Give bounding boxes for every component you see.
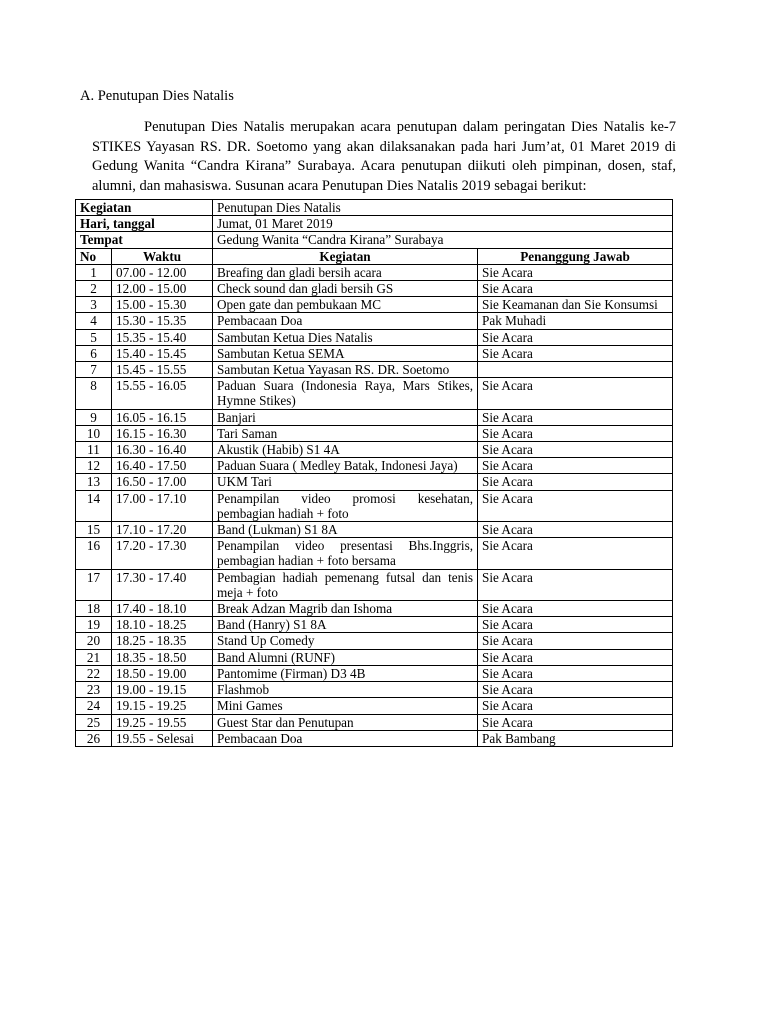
table-row: [76, 297, 673, 313]
row-time: 15.55 - 16.05: [112, 378, 213, 409]
row-time: 16.50 - 17.00: [112, 474, 213, 490]
schedule-table: [75, 199, 673, 747]
row-number: 4: [76, 313, 112, 329]
row-activity: UKM Tari: [213, 474, 478, 490]
row-number: 17: [76, 569, 112, 600]
row-person-in-charge: Sie Acara: [478, 409, 673, 425]
row-person-in-charge: Sie Keamanan dan Sie Konsumsi: [478, 297, 673, 313]
table-row: [76, 649, 673, 665]
row-activity: Tari Saman: [213, 425, 478, 441]
info-row-kegiatan: [76, 200, 673, 216]
kegiatan-value: Penutupan Dies Natalis: [213, 200, 673, 216]
table-row: [76, 617, 673, 633]
row-activity: Mini Games: [213, 698, 478, 714]
table-row: [76, 714, 673, 730]
row-number: 10: [76, 425, 112, 441]
table-row: [76, 490, 673, 521]
row-person-in-charge: Pak Bambang: [478, 730, 673, 746]
row-number: 25: [76, 714, 112, 730]
row-time: 15.00 - 15.30: [112, 297, 213, 313]
table-row: [76, 442, 673, 458]
row-person-in-charge: Sie Acara: [478, 522, 673, 538]
row-number: 20: [76, 633, 112, 649]
row-number: 11: [76, 442, 112, 458]
row-activity: Band (Lukman) S1 8A: [213, 522, 478, 538]
row-person-in-charge: Sie Acara: [478, 569, 673, 600]
row-activity: Check sound dan gladi bersih GS: [213, 281, 478, 297]
row-activity: Sambutan Ketua SEMA: [213, 345, 478, 361]
row-person-in-charge: Sie Acara: [478, 474, 673, 490]
row-time: 15.40 - 15.45: [112, 345, 213, 361]
row-time: 18.50 - 19.00: [112, 665, 213, 681]
row-time: 18.35 - 18.50: [112, 649, 213, 665]
row-number: 7: [76, 362, 112, 378]
table-row: [76, 264, 673, 280]
row-person-in-charge: Sie Acara: [478, 665, 673, 681]
row-person-in-charge: Sie Acara: [478, 601, 673, 617]
hari-value: Jumat, 01 Maret 2019: [213, 216, 673, 232]
column-header-no: No: [76, 248, 112, 264]
info-row-tempat: [76, 232, 673, 248]
table-row: [76, 409, 673, 425]
row-activity: Pembacaan Doa: [213, 313, 478, 329]
row-person-in-charge: Sie Acara: [478, 714, 673, 730]
row-person-in-charge: Sie Acara: [478, 281, 673, 297]
row-activity: Pantomime (Firman) D3 4B: [213, 665, 478, 681]
row-activity: Pembagian hadiah pemenang futsal dan tenis meja + foto: [213, 569, 478, 600]
row-time: 17.30 - 17.40: [112, 569, 213, 600]
row-person-in-charge: Sie Acara: [478, 378, 673, 409]
row-time: 15.45 - 15.55: [112, 362, 213, 378]
row-time: 18.10 - 18.25: [112, 617, 213, 633]
row-activity: Break Adzan Magrib dan Ishoma: [213, 601, 478, 617]
row-person-in-charge: [478, 362, 673, 378]
row-activity: Breafing dan gladi bersih acara: [213, 264, 478, 280]
row-person-in-charge: Sie Acara: [478, 538, 673, 569]
row-activity: Pembacaan Doa: [213, 730, 478, 746]
row-person-in-charge: Sie Acara: [478, 442, 673, 458]
row-number: 3: [76, 297, 112, 313]
column-header-penanggung-jawab: Penanggung Jawab: [478, 248, 673, 264]
row-time: 12.00 - 15.00: [112, 281, 213, 297]
table-row: [76, 522, 673, 538]
row-number: 5: [76, 329, 112, 345]
row-person-in-charge: Sie Acara: [478, 649, 673, 665]
row-number: 12: [76, 458, 112, 474]
row-number: 14: [76, 490, 112, 521]
row-time: 15.30 - 15.35: [112, 313, 213, 329]
row-person-in-charge: Pak Muhadi: [478, 313, 673, 329]
info-row-hari: [76, 216, 673, 232]
row-number: 1: [76, 264, 112, 280]
row-activity: Penampilan video promosi kesehatan, pembagian hadiah + foto: [213, 490, 478, 521]
row-activity: Sambutan Ketua Yayasan RS. DR. Soetomo: [213, 362, 478, 378]
row-number: 6: [76, 345, 112, 361]
row-number: 26: [76, 730, 112, 746]
row-activity: Akustik (Habib) S1 4A: [213, 442, 478, 458]
table-row: [76, 474, 673, 490]
table-row: [76, 665, 673, 681]
table-row: [76, 329, 673, 345]
column-header-row: [76, 248, 673, 264]
row-number: 19: [76, 617, 112, 633]
row-time: 17.40 - 18.10: [112, 601, 213, 617]
table-row: [76, 362, 673, 378]
row-time: 16.30 - 16.40: [112, 442, 213, 458]
row-time: 19.25 - 19.55: [112, 714, 213, 730]
row-number: 2: [76, 281, 112, 297]
table-row: [76, 569, 673, 600]
row-number: 16: [76, 538, 112, 569]
row-time: 16.15 - 16.30: [112, 425, 213, 441]
table-row: [76, 633, 673, 649]
table-row: [76, 538, 673, 569]
row-activity: Banjari: [213, 409, 478, 425]
row-number: 23: [76, 682, 112, 698]
table-row: [76, 601, 673, 617]
row-time: 07.00 - 12.00: [112, 264, 213, 280]
row-activity: Open gate dan pembukaan MC: [213, 297, 478, 313]
tempat-value: Gedung Wanita “Candra Kirana” Surabaya: [213, 232, 673, 248]
row-number: 15: [76, 522, 112, 538]
row-person-in-charge: Sie Acara: [478, 633, 673, 649]
row-activity: Band (Hanry) S1 8A: [213, 617, 478, 633]
row-activity: Paduan Suara (Indonesia Raya, Mars Stikes, Hymne Stikes): [213, 378, 478, 409]
table-row: [76, 698, 673, 714]
schedule-table-body: [76, 200, 673, 747]
row-activity: Flashmob: [213, 682, 478, 698]
row-time: 18.25 - 18.35: [112, 633, 213, 649]
row-activity: Sambutan Ketua Dies Natalis: [213, 329, 478, 345]
row-number: 24: [76, 698, 112, 714]
table-row: [76, 458, 673, 474]
tempat-label: Tempat: [76, 232, 213, 248]
row-number: 22: [76, 665, 112, 681]
column-header-kegiatan: Kegiatan: [213, 248, 478, 264]
table-row: [76, 313, 673, 329]
row-person-in-charge: Sie Acara: [478, 425, 673, 441]
row-person-in-charge: Sie Acara: [478, 617, 673, 633]
column-header-waktu: Waktu: [112, 248, 213, 264]
row-time: 19.55 - Selesai: [112, 730, 213, 746]
row-person-in-charge: Sie Acara: [478, 329, 673, 345]
row-person-in-charge: Sie Acara: [478, 698, 673, 714]
row-number: 8: [76, 378, 112, 409]
row-person-in-charge: Sie Acara: [478, 264, 673, 280]
row-number: 18: [76, 601, 112, 617]
row-time: 17.00 - 17.10: [112, 490, 213, 521]
row-time: 15.35 - 15.40: [112, 329, 213, 345]
row-activity: Band Alumni (RUNF): [213, 649, 478, 665]
row-number: 21: [76, 649, 112, 665]
kegiatan-label: Kegiatan: [76, 200, 213, 216]
row-number: 13: [76, 474, 112, 490]
row-time: 19.15 - 19.25: [112, 698, 213, 714]
row-person-in-charge: Sie Acara: [478, 682, 673, 698]
table-row: [76, 730, 673, 746]
table-row: [76, 682, 673, 698]
table-row: [76, 345, 673, 361]
section-heading: A. Penutupan Dies Natalis: [80, 88, 234, 104]
row-time: 16.05 - 16.15: [112, 409, 213, 425]
intro-paragraph: Penutupan Dies Natalis merupakan acara penutupan dalam peringatan Dies Natalis ke-7 STIKES Yayasan RS. DR. Soetomo yang akan dilaksanakan pada hari Jum’at, 01 Maret 2019 di Gedung Wanita “Candra Kirana” Surabaya. Acara penutupan diikuti oleh pimpinan, dosen, staf, alumni, dan mahasiswa. Susunan acara Penutupan Dies Natalis 2019 sebagai berikut:: [92, 119, 676, 194]
table-row: [76, 378, 673, 409]
row-activity: Penampilan video presentasi Bhs.Inggris, pembagian hadian + foto bersama: [213, 538, 478, 569]
row-time: 17.10 - 17.20: [112, 522, 213, 538]
table-row: [76, 281, 673, 297]
row-activity: Guest Star dan Penutupan: [213, 714, 478, 730]
hari-label: Hari, tanggal: [76, 216, 213, 232]
table-row: [76, 425, 673, 441]
row-time: 16.40 - 17.50: [112, 458, 213, 474]
row-activity: Paduan Suara ( Medley Batak, Indonesi Jaya): [213, 458, 478, 474]
row-person-in-charge: Sie Acara: [478, 490, 673, 521]
row-person-in-charge: Sie Acara: [478, 345, 673, 361]
row-number: 9: [76, 409, 112, 425]
row-person-in-charge: Sie Acara: [478, 458, 673, 474]
row-time: 19.00 - 19.15: [112, 682, 213, 698]
row-time: 17.20 - 17.30: [112, 538, 213, 569]
row-activity: Stand Up Comedy: [213, 633, 478, 649]
